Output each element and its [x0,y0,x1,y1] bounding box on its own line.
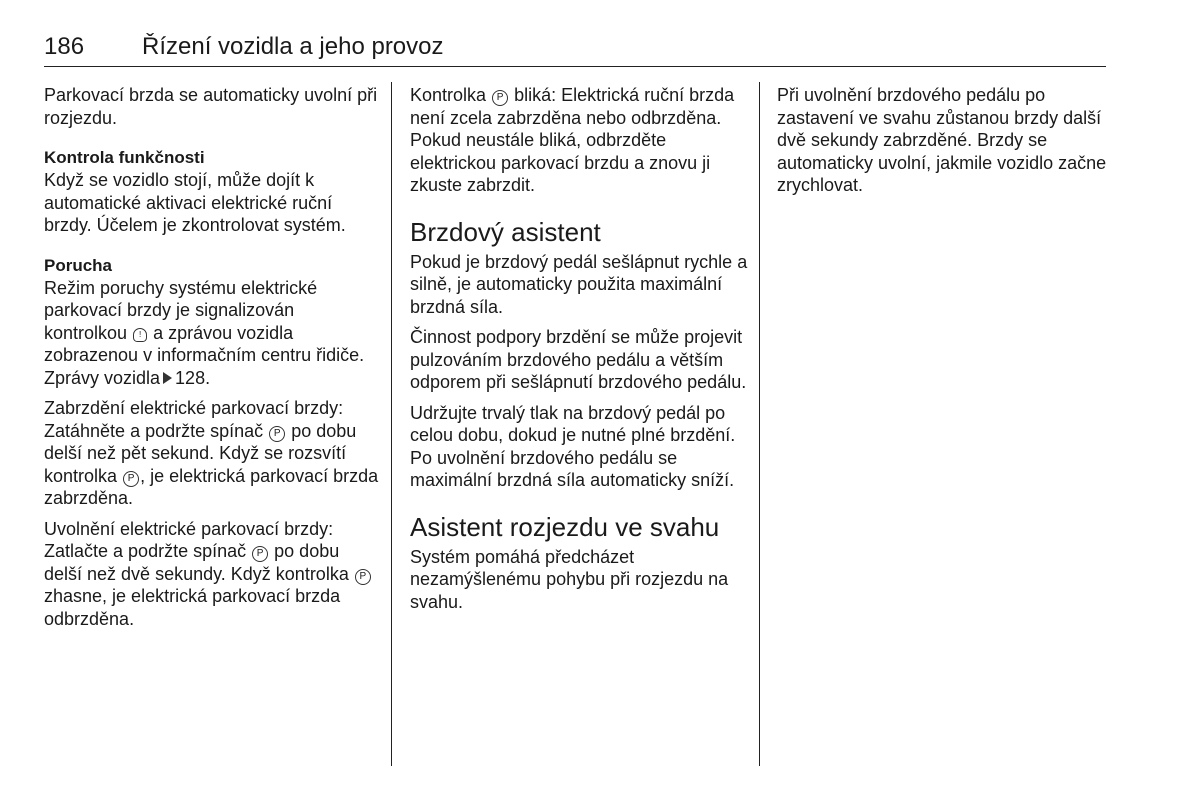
auto-release-paragraph: Parkovací brzda se automaticky uvolní při rozjezdu. [44,85,378,128]
page-number: 186 [44,33,85,60]
fault-paragraph [44,277,379,390]
parking-brake-icon: P [123,471,139,487]
function-check-heading: Kontrola funkčnosti [44,148,205,167]
brake-assist-paragraph-2: Činnost podpory brzdění se může projevit pulzováním brzdového pedálu a větším odporem při sešlápnutí brzdového pedálu. [410,327,747,392]
brake-assist-paragraph-1: Pokud je brzdový pedál sešlápnut rychle a silně, je automaticky použita maximální brzdná síla. [410,251,748,317]
column-2 [410,84,755,621]
blink-text-a: Kontrolka [410,85,487,105]
brake-assist-paragraph-3: Udržujte trvalý tlak na brzdový pedál po celou dobu, dokud je nutné plné brzdění. Po uvolnění brzdového pedálu se maximální brzdná síla automaticky sníží. [410,402,736,490]
fault-heading: Porucha [44,255,113,275]
hill-start-assist-heading: Asistent rozjezdu ve svahu [410,511,720,542]
column-1 [44,84,379,638]
hill-start-detail-paragraph: Při uvolnění brzdového pedálu po zastavení ve svahu zůstanou brzdy další dvě sekundy zabrzděné. Brzdy se automaticky uvolní, jakmile vozidlo začne zrychlovat. [777,85,1107,195]
release-text-b: po dobu delší než dvě sekundy. Když kontrolka [44,541,349,584]
brake-assist-heading: Brzdový asistent [410,216,601,247]
page-reference-arrow-icon [163,372,172,384]
release-brake-paragraph [44,518,379,631]
column-3 [777,84,1112,205]
function-check-paragraph: Když se vozidlo stojí, může dojít k automatické aktivaci elektrické ruční brzdy. Účelem je zkontrolovat systém. [44,170,346,235]
hill-start-assist-paragraph: Systém pomáhá předcházet nezamýšlenému pohybu při rozjezdu na svahu. [410,546,729,612]
release-text-c: zhasne, je elektrická parkovací brzda odbrzděna. [44,586,341,629]
parking-brake-icon: P [252,546,268,562]
column-divider-1 [391,82,392,766]
release-text-a: Uvolnění elektrické parkovací brzdy: Zatlačte a podržte spínač [44,518,334,561]
apply-brake-paragraph [44,397,379,510]
page-header [44,32,1106,67]
blinking-light-paragraph [410,84,755,197]
parking-brake-icon: P [355,569,371,585]
fault-text-b: a zprávou vozidla zobrazenou v informačním centru řidiče. Zprávy vozidla [44,322,365,388]
fault-text-a: Režim poruchy systému elektrické parkovací brzdy je signalizován kontrolkou [44,277,318,343]
apply-text-b: po dobu delší než pět sekund. Když se rozsvítí kontrolka [44,420,357,486]
column-divider-2 [759,82,760,766]
apply-text-a: Zabrzdění elektrické parkovací brzdy: Zatáhněte a podržte spínač [44,398,344,441]
parking-brake-icon: P [269,426,285,442]
apply-text-c: , je elektrická parkovací brzda zabrzděna. [44,465,379,508]
chapter-title: Řízení vozidla a jeho provoz [142,33,444,60]
fault-text-c: 128. [175,367,211,388]
brake-warning-icon: ! [133,328,147,342]
parking-brake-icon: P [492,90,508,106]
blink-text-b: bliká: Elektrická ruční brzda není zcela zabrzděna nebo odbrzděna. Pokud neustále bliká, odbrzděte elektrickou parkovací brzdu a znovu ji zkuste zabrzdit. [410,85,735,195]
